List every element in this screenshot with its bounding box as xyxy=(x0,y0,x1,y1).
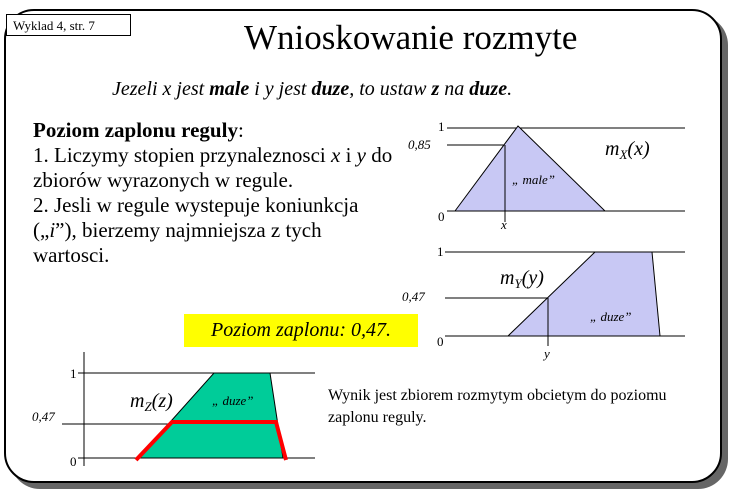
firing-level-result: Poziom zaplonu: 0,47. xyxy=(184,314,418,347)
result-description: Wynik jest zbiorem rozmytym obcietym do poziomu zaplonu reguly. xyxy=(328,387,667,426)
rule-part: jest xyxy=(171,78,210,100)
fuzzy-set-duze xyxy=(138,373,283,458)
membership-value-label: 0,47 xyxy=(402,289,425,304)
rule-var-y: y xyxy=(264,78,274,100)
rule-term-male: male xyxy=(209,78,250,100)
step-2-text: 2. Jesli w regule wystepuje koniunkcja („ xyxy=(33,193,359,242)
explanation-heading: Poziom zaplonu reguly xyxy=(33,118,238,142)
membership-function-label: $m_Z(z)$ xyxy=(130,390,173,414)
rule-part: Jezeli xyxy=(112,78,163,100)
membership-chart-y xyxy=(398,240,698,365)
tick-label-1: 1 xyxy=(438,119,445,134)
tick-label-0: 0 xyxy=(437,334,444,349)
rule-part: . xyxy=(507,78,513,100)
rule-var-x: x xyxy=(162,78,172,100)
tick-label-0: 0 xyxy=(70,454,77,469)
set-label: „ duze” xyxy=(590,309,632,324)
rule-term-duze: duze xyxy=(311,78,350,100)
rule-part: i xyxy=(249,78,265,100)
rule-term-duze: duze xyxy=(469,78,508,100)
slide-title: Wnioskowanie rozmyte xyxy=(244,18,578,57)
firing-level-explanation xyxy=(33,118,403,268)
fuzzy-rule xyxy=(112,78,512,101)
membership-value-label: 0,47 xyxy=(32,409,55,424)
membership-chart-x xyxy=(400,115,700,235)
membership-chart-z xyxy=(28,352,328,470)
step-1-text: i xyxy=(340,143,357,167)
membership-function-label: $m_Y(y)$ xyxy=(500,267,544,291)
tick-label-1: 1 xyxy=(437,244,444,259)
set-label: „ duze” xyxy=(212,393,254,408)
slide-number-tag: Wyklad 4, str. 7 xyxy=(6,14,131,36)
step-1-var-x: x xyxy=(331,143,341,167)
rule-part: jest xyxy=(273,78,312,100)
step-1-text: do zbiorów wyrazonych w regule. xyxy=(33,143,393,192)
set-label: „ male” xyxy=(512,172,555,187)
membership-function-label: $m_X(x)$ xyxy=(605,138,650,162)
step-1-var-y: y xyxy=(356,143,366,167)
explanation-colon: : xyxy=(237,118,244,142)
rule-var-z: z xyxy=(431,78,440,100)
rule-part: , to ustaw xyxy=(349,78,432,100)
fuzzy-set-male xyxy=(455,126,605,211)
rule-part: na xyxy=(439,78,470,100)
step-2-text: ”), bierzemy najmniejsza z tych wartosci. xyxy=(33,218,322,267)
membership-value-label: 0,85 xyxy=(408,137,431,152)
fuzzy-set-duze xyxy=(508,252,660,336)
input-label: x xyxy=(501,217,507,232)
input-label: y xyxy=(544,346,550,361)
step-1-text: 1. Liczymy stopien przynaleznosci xyxy=(33,143,331,167)
tick-label-0: 0 xyxy=(438,209,445,224)
step-2-var-i: i xyxy=(49,218,56,242)
tick-label-1: 1 xyxy=(70,366,77,381)
